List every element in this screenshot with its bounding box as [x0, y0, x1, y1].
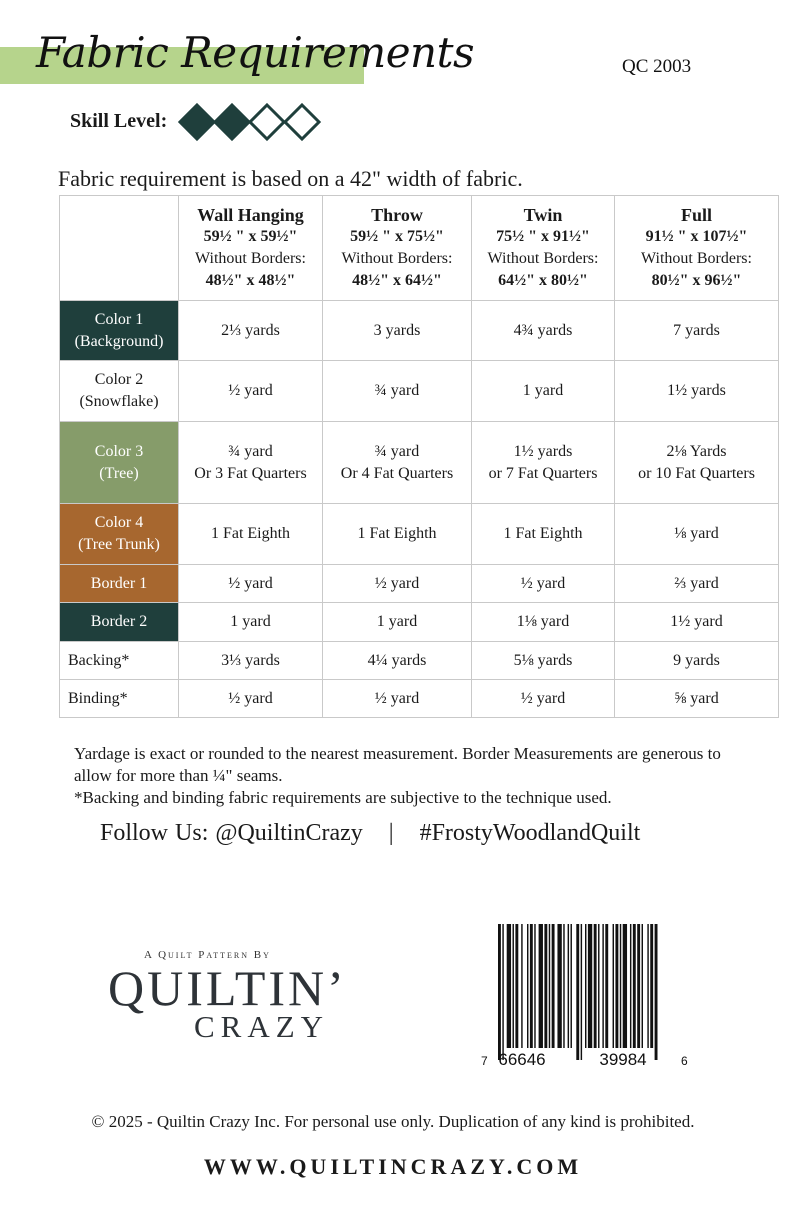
table-cell [615, 504, 779, 565]
cell-line: 1½ yards [667, 382, 726, 399]
filled-diamond-icon [215, 105, 249, 139]
cell-line: 1 Fat Eighth [503, 525, 583, 542]
table-cell [179, 565, 323, 603]
table-row [60, 642, 779, 680]
row-label-line-1: Border 1 [90, 574, 148, 592]
cell-line: ½ yard [374, 574, 420, 592]
empty-diamond-icon [285, 105, 319, 139]
barcode-bar [650, 924, 653, 1048]
cell-line: 7 yards [673, 321, 720, 339]
cell-line: ½ yard [520, 574, 566, 592]
barcode-bar [563, 924, 564, 1048]
skill-level-diamonds [178, 103, 328, 143]
size-dimensions: 59½ " x 75½" [350, 228, 444, 245]
table-cell [615, 603, 779, 642]
barcode-bar [498, 924, 501, 1060]
fabric-width-note: Fabric requirement is based on a 42" width of fabric. [58, 166, 523, 191]
table-row [60, 603, 779, 642]
cell-line: 2⅛ Yards [666, 442, 727, 460]
row-label [60, 422, 179, 504]
size-dimensions: 91½ " x 107½" [645, 228, 748, 245]
row-label-line-2: (Tree) [99, 464, 139, 482]
barcode-bar [521, 924, 522, 1048]
cell-line: 4¾ yards [513, 321, 573, 339]
logo-name-second: CRAZY [194, 1009, 330, 1044]
barcode-bar [552, 924, 555, 1048]
cell-line: 1 Fat Eighth [210, 525, 291, 542]
row-label [60, 301, 179, 361]
cell-line: 1½ yard [670, 613, 723, 630]
cell-line: ⅝ yard [674, 689, 719, 707]
table-cell [323, 565, 472, 603]
cell-line: 1⅛ yard [516, 613, 570, 630]
table-cell [472, 680, 615, 718]
without-borders-label: Without Borders: [195, 250, 306, 267]
cell-line: ¾ yard [228, 442, 273, 460]
table-cell [179, 642, 323, 680]
table-cell [179, 504, 323, 565]
follow-separator: | [388, 820, 394, 846]
size-header-wall-hanging [179, 196, 323, 301]
cell-line: Or 4 Fat Quarters [340, 464, 454, 482]
row-label-line-1: Color 2 [94, 371, 144, 388]
barcode-bar [588, 924, 592, 1048]
barcode-bar [630, 924, 631, 1048]
table-row [60, 504, 779, 565]
barcode-bar [568, 924, 569, 1048]
table-cell [615, 642, 779, 680]
size-dimensions: 75½ " x 91½" [496, 228, 590, 245]
row-label-line-1: Color 1 [94, 310, 144, 328]
row-label-line-2: (Snowflake) [79, 393, 159, 410]
cell-line: 1½ yards [513, 442, 573, 460]
barcode-bar [544, 924, 547, 1048]
row-label [60, 680, 179, 718]
cell-line: 5⅛ yards [513, 651, 573, 669]
requirements-body [60, 301, 779, 718]
cell-line: ½ yard [228, 689, 273, 707]
barcode-group-1: 66646 [498, 1050, 546, 1069]
table-cell [615, 361, 779, 422]
table-cell [472, 301, 615, 361]
row-label-line-1: Color 4 [94, 514, 144, 531]
barcode-bar [602, 924, 603, 1048]
barcode-bar [647, 924, 648, 1048]
barcode-left-digit: 7 [481, 1054, 488, 1068]
without-borders-dimensions: 64½" x 80½" [498, 272, 588, 289]
barcode-bar [515, 924, 518, 1048]
table-row [60, 301, 779, 361]
follow-us [100, 820, 640, 847]
barcode-bar [613, 924, 614, 1048]
page-title: Fabric Requirements [36, 28, 475, 77]
cell-line: 3⅓ yards [221, 651, 280, 669]
table-cell [179, 301, 323, 361]
barcode-right-digit: 6 [681, 1054, 688, 1068]
table-cell [323, 642, 472, 680]
row-label-line-2: (Tree Trunk) [78, 536, 160, 553]
size-header-twin [472, 196, 615, 301]
table-row [60, 680, 779, 718]
barcode-group-2: 39984 [599, 1050, 647, 1069]
table-cell [179, 422, 323, 504]
barcode-bar [637, 924, 640, 1048]
barcode-bar [655, 924, 658, 1060]
without-borders-dimensions: 80½" x 96½" [651, 272, 742, 289]
barcode-bar [502, 924, 503, 1060]
yardage-note: Yardage is exact or rounded to the nearest measurement. Border Measurements are generous to allow for more than ¼" seams. [74, 744, 721, 785]
cell-line: or 7 Fat Quarters [488, 464, 598, 482]
cell-line: Or 3 Fat Quarters [194, 464, 307, 482]
barcode-bar [642, 924, 643, 1048]
backing-note: *Backing and binding fabric requirements are subjective to the technique used. [74, 788, 612, 807]
barcode-bar [527, 924, 528, 1048]
cell-line: ½ yard [228, 574, 273, 592]
logo-name: QUILTIN’ [108, 960, 347, 1016]
size-name: Wall Hanging [197, 205, 304, 225]
barcode-bar [539, 924, 543, 1048]
cell-line: or 10 Fat Quarters [638, 464, 755, 482]
cell-line: ½ yard [374, 689, 420, 707]
without-borders-label: Without Borders: [641, 250, 752, 267]
table-cell [323, 680, 472, 718]
barcode-bar [598, 924, 599, 1048]
cell-line: 3 yards [373, 321, 421, 339]
yardage-notes [74, 743, 754, 809]
cell-line: ¾ yard [374, 442, 420, 460]
cell-line: 1 yard [522, 382, 564, 399]
size-dimensions: 59½ " x 59½" [203, 228, 298, 245]
barcode-bar [557, 924, 561, 1048]
empty-diamond-icon [250, 105, 284, 139]
cell-line: ⅔ yard [674, 574, 719, 592]
fabric-requirements-table [59, 195, 779, 718]
skill-level-label: Skill Level: [70, 110, 168, 132]
row-label [60, 565, 179, 603]
cell-line: ½ yard [520, 689, 566, 707]
barcode [478, 920, 698, 1070]
barcode-bar [576, 924, 579, 1060]
barcode-bar [623, 924, 627, 1048]
barcode-bar [594, 924, 597, 1048]
pattern-code: QC 2003 [622, 56, 692, 77]
without-borders-dimensions: 48½" x 64½" [352, 272, 442, 289]
table-cell [615, 422, 779, 504]
table-cell [472, 603, 615, 642]
copyright-notice: © 2025 - Quiltin Crazy Inc. For personal use only. Duplication of any kind is prohibited. [91, 1112, 695, 1131]
table-cell [179, 680, 323, 718]
table-cell [472, 422, 615, 504]
row-label [60, 504, 179, 565]
cell-line: 1 yard [230, 613, 271, 630]
size-name: Twin [523, 205, 563, 225]
barcode-bar [513, 924, 514, 1048]
row-label-line-1: Color 3 [94, 442, 144, 460]
size-header-throw [323, 196, 472, 301]
cell-line: ¾ yard [374, 382, 420, 399]
cell-line: 1 yard [376, 613, 418, 630]
table-cell [323, 301, 472, 361]
cell-line: ½ yard [228, 382, 273, 399]
row-label [60, 642, 179, 680]
table-cell [472, 361, 615, 422]
barcode-bar [571, 924, 572, 1048]
website-link[interactable]: WWW.QUILTINCRAZY.COM [203, 1154, 583, 1179]
table-row [60, 422, 779, 504]
table-cell [615, 565, 779, 603]
size-name: Full [680, 205, 712, 225]
row-label-line-1: Backing* [68, 651, 130, 669]
cell-line: ⅛ yard [674, 525, 719, 542]
social-handle: Follow Us: @QuiltinCrazy [100, 820, 363, 846]
table-cell [472, 504, 615, 565]
row-label-line-1: Border 2 [90, 613, 148, 630]
barcode-bar [534, 924, 535, 1048]
table-cell [323, 603, 472, 642]
cell-line: 2⅓ yards [221, 321, 280, 339]
table-cell [179, 603, 323, 642]
barcode-bar [585, 924, 586, 1048]
barcode-bar [507, 924, 511, 1048]
table-cell [323, 361, 472, 422]
barcode-bars [498, 924, 658, 1060]
size-header-row [60, 196, 779, 301]
quiltin-crazy-logo [108, 945, 348, 1045]
table-row [60, 361, 779, 422]
cell-line: 1 Fat Eighth [357, 525, 437, 542]
barcode-bar [549, 924, 550, 1048]
table-cell [472, 642, 615, 680]
without-borders-label: Without Borders: [487, 250, 599, 267]
barcode-bar [633, 924, 636, 1048]
row-label [60, 361, 179, 422]
table-cell [179, 361, 323, 422]
filled-diamond-icon [180, 105, 214, 139]
table-cell [615, 680, 779, 718]
table-cell [615, 301, 779, 361]
without-borders-dimensions: 48½" x 48½" [205, 272, 296, 289]
table-cell [472, 565, 615, 603]
row-label-line-2: (Background) [74, 332, 164, 350]
barcode-bar [605, 924, 608, 1048]
table-row [60, 565, 779, 603]
barcode-bar [581, 924, 582, 1060]
table-cell [323, 422, 472, 504]
row-label-line-1: Binding* [68, 689, 128, 707]
hashtag: #FrostyWoodlandQuilt [419, 820, 641, 846]
cell-line: 9 yards [673, 651, 720, 669]
row-label [60, 603, 179, 642]
without-borders-label: Without Borders: [341, 250, 453, 267]
size-header-full [615, 196, 779, 301]
size-name: Throw [371, 205, 423, 225]
table-cell [323, 504, 472, 565]
barcode-bar [615, 924, 618, 1048]
barcode-bar [620, 924, 621, 1048]
logo-tagline: A Quilt Pattern By [144, 949, 271, 961]
header-corner [60, 196, 179, 301]
barcode-bar [530, 924, 533, 1048]
cell-line: 4¼ yards [367, 651, 427, 669]
